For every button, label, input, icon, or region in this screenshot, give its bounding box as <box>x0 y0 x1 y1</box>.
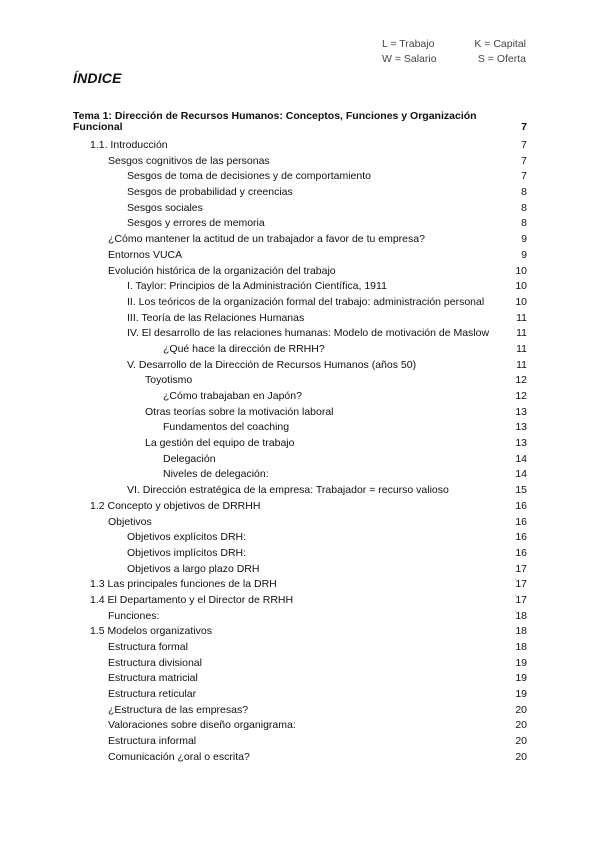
toc-entry-label: ¿Cómo mantener la actitud de un trabajador a favor de tu empresa? <box>108 233 425 246</box>
toc-entry-page: 11 <box>516 342 527 355</box>
toc-entry-label: III. Teoría de las Relaciones Humanas <box>127 311 305 324</box>
toc-chapter-page: 7 <box>521 121 527 133</box>
legend-capital: K = Capital <box>474 38 526 50</box>
table-of-contents <box>73 111 527 766</box>
toc-entry-label: La gestión del equipo de trabajo <box>145 437 295 450</box>
toc-entry-page: 17 <box>515 578 527 591</box>
toc-entry[interactable] <box>73 624 527 640</box>
toc-entry-label: Fundamentos del coaching <box>163 421 290 434</box>
legend-row <box>382 37 526 52</box>
toc-entry[interactable] <box>73 311 527 327</box>
toc-chapter[interactable] <box>73 111 527 133</box>
toc-entry-page: 9 <box>521 233 527 246</box>
toc-entry-label: Evolución histórica de la organización del trabajo <box>108 264 336 277</box>
toc-entry-label: Objetivos a largo plazo DRH <box>127 562 260 575</box>
toc-entry-label: Sesgos y errores de memoria <box>127 217 265 230</box>
toc-entry[interactable] <box>73 264 527 280</box>
toc-entry-label: IV. El desarrollo de las relaciones humanas: Modelo de motivación de Maslow <box>127 327 490 340</box>
legend-labor: L = Trabajo <box>382 38 435 50</box>
toc-entry-page: 11 <box>516 327 527 340</box>
toc-entry[interactable] <box>73 420 527 436</box>
toc-entry-label: VI. Dirección estratégica de la empresa: Trabajador = recurso valioso <box>127 484 449 497</box>
variable-legend <box>382 37 526 67</box>
toc-entry[interactable] <box>73 185 527 201</box>
toc-entry[interactable] <box>73 530 527 546</box>
toc-entry[interactable] <box>73 750 527 766</box>
toc-entry-page: 8 <box>521 217 527 230</box>
toc-entry-label: II. Los teóricos de la organización formal del trabajo: administración personal <box>127 295 485 308</box>
toc-entry[interactable] <box>73 734 527 750</box>
toc-entry[interactable] <box>73 483 527 499</box>
toc-entry[interactable] <box>73 593 527 609</box>
toc-entry-page: 7 <box>521 139 527 151</box>
toc-entry-page: 10 <box>515 264 527 277</box>
toc-entry[interactable] <box>73 577 527 593</box>
toc-entry[interactable] <box>73 640 527 656</box>
toc-entry-label: ¿Cómo trabajaban en Japón? <box>163 390 302 402</box>
toc-entry-label: Sesgos sociales <box>127 201 203 214</box>
toc-entry-page: 10 <box>515 280 527 293</box>
toc-entry-page: 18 <box>515 625 527 638</box>
toc-entry-label: Estructura matricial <box>108 672 198 685</box>
toc-entry-label: Sesgos cognitivos de las personas <box>108 154 270 167</box>
toc-entry-page: 17 <box>515 593 527 606</box>
toc-entry-page: 11 <box>516 311 527 324</box>
toc-entry-page: 20 <box>515 750 527 763</box>
toc-chapter-label: Tema 1: Dirección de Recursos Humanos: Conceptos, Funciones y Organización Funcional <box>73 110 477 133</box>
toc-entry-page: 16 <box>515 515 527 528</box>
toc-entry-label: 1.5 Modelos organizativos <box>90 625 212 638</box>
toc-entry-page: 9 <box>521 248 527 261</box>
toc-entry-label: 1.2 Concepto y objetivos de DRRHH <box>90 499 261 512</box>
toc-entry[interactable] <box>73 326 527 342</box>
toc-entry[interactable] <box>73 279 527 295</box>
legend-row <box>382 52 526 67</box>
toc-entry[interactable] <box>73 452 527 468</box>
toc-entry-page: 16 <box>515 546 527 559</box>
toc-entry-label: Objetivos <box>108 515 152 528</box>
toc-entry[interactable] <box>73 609 527 625</box>
toc-entry[interactable] <box>73 703 527 719</box>
toc-entry[interactable] <box>73 405 527 421</box>
toc-entry-page: 10 <box>515 295 527 308</box>
toc-entry-label: Estructura reticular <box>108 688 197 701</box>
toc-entry-page: 18 <box>515 641 527 653</box>
toc-entry-page: 20 <box>515 703 527 716</box>
toc-entry-page: 15 <box>515 484 527 497</box>
toc-entry[interactable] <box>73 232 527 248</box>
toc-entry[interactable] <box>73 295 527 311</box>
toc-entry-label: Valoraciones sobre diseño organigrama: <box>108 719 296 732</box>
toc-entry-label: 1.4 El Departamento y el Director de RRHH <box>90 593 294 606</box>
toc-entry-page: 16 <box>515 499 527 512</box>
toc-entry-page: 14 <box>515 452 527 465</box>
toc-entry[interactable] <box>73 154 527 170</box>
toc-entry-label: Comunicación ¿oral o escrita? <box>108 750 250 763</box>
toc-entry-label: Estructura informal <box>108 735 197 748</box>
toc-entry-label: Objetivos implícitos DRH: <box>127 546 247 559</box>
toc-entry-label: Toyotismo <box>145 374 193 387</box>
toc-entry-label: Otras teorías sobre la motivación laboral <box>145 405 334 418</box>
toc-entry[interactable] <box>73 389 527 405</box>
toc-entry-page: 8 <box>521 201 527 214</box>
toc-entry-page: 13 <box>515 405 527 418</box>
toc-entry[interactable] <box>73 436 527 452</box>
toc-entry-label: Sesgos de toma de decisiones y de comportamiento <box>127 170 371 183</box>
toc-entry[interactable] <box>73 656 527 672</box>
toc-entry-page: 19 <box>515 656 527 669</box>
toc-entry[interactable] <box>73 718 527 734</box>
toc-entry-page: 20 <box>515 719 527 732</box>
legend-wage: W = Salario <box>382 53 437 65</box>
toc-entry-page: 16 <box>515 531 527 544</box>
toc-entry-label: Niveles de delegación: <box>163 468 269 481</box>
toc-entry[interactable] <box>73 201 527 217</box>
toc-entry[interactable] <box>73 373 527 389</box>
toc-entry-label: Estructura divisional <box>108 656 202 669</box>
toc-entry[interactable] <box>73 499 527 515</box>
toc-entry-page: 12 <box>515 390 527 402</box>
toc-entry-label: Delegación <box>163 452 216 465</box>
toc-entry-page: 18 <box>515 609 527 622</box>
toc-entry[interactable] <box>73 671 527 687</box>
toc-entry-page: 19 <box>515 688 527 701</box>
toc-entry-page: 13 <box>515 437 527 450</box>
toc-entry-label: Funciones: <box>108 609 160 622</box>
toc-entry-page: 8 <box>521 186 527 199</box>
toc-entry-page: 20 <box>515 735 527 748</box>
toc-entry-label: ¿Qué hace la dirección de RRHH? <box>163 342 325 355</box>
toc-entry-page: 12 <box>515 374 527 387</box>
toc-entry[interactable] <box>73 169 527 185</box>
toc-entry[interactable] <box>73 358 527 374</box>
toc-entry[interactable] <box>73 687 527 703</box>
toc-entry-label: Objetivos explícitos DRH: <box>127 531 247 544</box>
toc-entry-label: 1.3 Las principales funciones de la DRH <box>90 578 277 591</box>
toc-entry-page: 11 <box>516 358 527 371</box>
toc-entry-page: 17 <box>515 562 527 575</box>
toc-entry-page: 13 <box>515 421 527 434</box>
toc-entry-page: 19 <box>515 672 527 685</box>
toc-entry[interactable] <box>73 248 527 264</box>
toc-entry-label: Entornos VUCA <box>108 248 183 261</box>
toc-entry[interactable] <box>73 546 527 562</box>
toc-entry-label: ¿Estructura de las empresas? <box>108 703 249 716</box>
toc-entry-label: I. Taylor: Principios de la Administración Científica, 1911 <box>127 280 387 293</box>
toc-entry[interactable] <box>73 138 527 154</box>
toc-entry[interactable] <box>73 467 527 483</box>
toc-entry-page: 7 <box>521 170 527 183</box>
toc-entry-label: 1.1. Introducción <box>90 139 168 151</box>
toc-entry-label: Sesgos de probabilidad y creencias <box>127 186 293 199</box>
toc-entry[interactable] <box>73 515 527 531</box>
toc-entry-label: V. Desarrollo de la Dirección de Recursos Humanos (años 50) <box>127 358 417 371</box>
toc-entry-page: 14 <box>515 468 527 481</box>
toc-entry-page: 7 <box>521 154 527 167</box>
toc-entry[interactable] <box>73 342 527 358</box>
toc-entry-label: Estructura formal <box>108 641 188 653</box>
page-title: ÍNDICE <box>73 70 122 86</box>
toc-entry[interactable] <box>73 216 527 232</box>
toc-entry[interactable] <box>73 562 527 578</box>
legend-supply: S = Oferta <box>477 53 526 65</box>
